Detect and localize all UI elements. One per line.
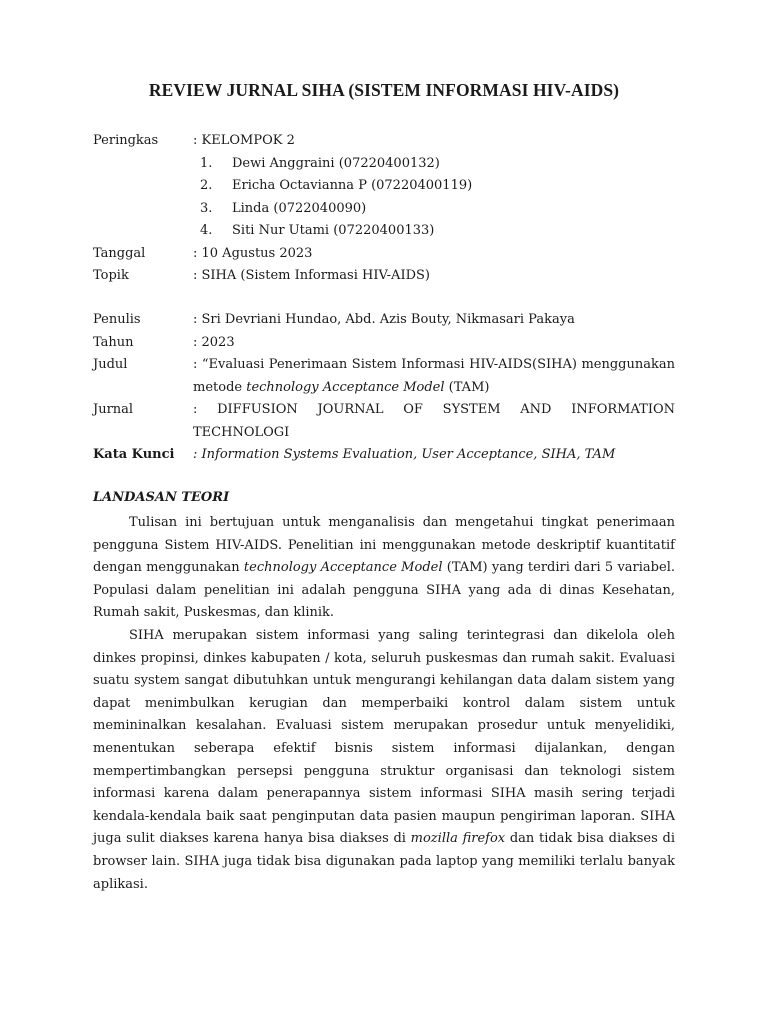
- member-number: 4.: [200, 223, 213, 238]
- metadata-block-2: [93, 309, 675, 467]
- judul-label: Judul: [93, 357, 128, 372]
- kata-kunci-row: [93, 444, 675, 467]
- member-number: 2.: [200, 178, 213, 193]
- jurnal-line-1: : DIFFUSION JOURNAL OF SYSTEM AND INFORMATION: [193, 402, 675, 417]
- member-item: [93, 153, 675, 176]
- penulis-label: Penulis: [93, 312, 141, 327]
- paragraph-2: [93, 625, 675, 896]
- member-name: Siti Nur Utami (07220400133): [232, 223, 435, 238]
- paragraph-1: [93, 512, 675, 625]
- judul-italic-text: technology Acceptance Model: [246, 379, 445, 395]
- member-number: 3.: [200, 200, 213, 216]
- topik-value: : SIHA (Sistem Informasi HIV-AIDS): [193, 268, 430, 283]
- topik-row: [93, 265, 675, 288]
- jurnal-line-2: TECHNOLOGI: [193, 424, 290, 440]
- jurnal-label: Jurnal: [93, 402, 134, 417]
- judul-line-1: : “Evaluasi Penerimaan Sistem Informasi HIV-AIDS(SIHA) menggunakan: [193, 357, 675, 372]
- tanggal-label: Tanggal: [93, 245, 146, 261]
- member-name: Dewi Anggraini (07220400132): [232, 155, 440, 171]
- paragraph-2-text: SIHA merupakan sistem informasi yang saling terintegrasi dan dikelola oleh dinkes propinsi, dinkes kabupaten / kota, seluruh puskesmas dan rumah sakit. Evaluasi suatu system sangat dibutuhkan untuk mengurangi kehilangan data dalam sistem yang dapat menimbulkan kerugian dan memperbaiki kontrol dalam sistem untuk memininalkan kesalahan. Evaluasi sistem merupakan prosedur untuk menyelidiki, menentukan seberapa efektif bisnis sistem informasi dijalankan, dengan mempertimbangkan persepsi pengguna struktur organisasi dan teknologi sistem informasi karena dalam penerapannya sistem informasi SIHA masih sering terjadi kendala-kendala baik saat penginputan data pasien maupun pengiriman laporan. SIHA juga sulit diakses karena hanya bisa diakses di: [93, 627, 675, 847]
- member-item: [93, 220, 675, 243]
- penulis-row: [93, 309, 675, 332]
- tahun-value: : 2023: [193, 334, 235, 350]
- tahun-row: [93, 332, 675, 355]
- jurnal-row: [93, 399, 675, 444]
- paragraph-1-italic: technology Acceptance Model: [243, 560, 443, 576]
- paragraph-2-text-end: dan tidak bisa diakses di browser lain. SIHA juga tidak bisa digunakan pada laptop yang memiliki terlalu banyak aplikasi.: [93, 831, 675, 892]
- peringkas-row: [93, 130, 675, 153]
- tanggal-value: : 10 Agustus 2023: [193, 245, 313, 261]
- judul-text: metode: [193, 379, 247, 395]
- peringkas-value: : KELOMPOK 2: [193, 133, 295, 148]
- body-text: [93, 512, 675, 896]
- paragraph-2-italic: mozilla firefox: [410, 831, 506, 847]
- judul-value: [193, 354, 675, 399]
- section-heading: LANDASAN TEORI: [93, 490, 230, 505]
- tahun-label: Tahun: [93, 334, 134, 350]
- judul-text-end: (TAM): [444, 379, 490, 395]
- penulis-value: : Sri Devriani Hundao, Abd. Azis Bouty, Nikmasari Pakaya: [193, 312, 575, 327]
- peringkas-label: Peringkas: [93, 133, 159, 148]
- document-title: REVIEW JURNAL SIHA (SISTEM INFORMASI HIV-AIDS): [148, 80, 620, 100]
- member-name: Linda (0722040090): [232, 200, 367, 216]
- topik-label: Topik: [93, 268, 129, 283]
- member-item: [93, 198, 675, 221]
- member-item: [93, 175, 675, 198]
- jurnal-value: [193, 399, 675, 444]
- judul-line-2: [193, 377, 675, 400]
- kata-kunci-label: Kata Kunci: [93, 447, 175, 462]
- tanggal-row: [93, 243, 675, 266]
- paragraph-1-text: Tulisan ini bertujuan untuk menganalisis dan mengetahui tingkat penerimaan pengguna Sistem HIV-AIDS. Penelitian ini menggunakan metode deskriptif kuantitatif dengan menggunakan: [93, 515, 675, 576]
- kata-kunci-value: : Information Systems Evaluation, User Acceptance, SIHA, TAM: [193, 447, 616, 462]
- member-name: Ericha Octavianna P (07220400119): [232, 178, 473, 193]
- paragraph-1-text-end: (TAM) yang terdiri dari 5 variabel. Populasi dalam penelitian ini adalah pengguna SIHA yang ada di dinas Kesehatan, Rumah sakit, Puskesmas, dan klinik.: [93, 560, 675, 621]
- member-number: 1.: [200, 155, 213, 171]
- judul-row: [93, 354, 675, 399]
- metadata-block: [93, 130, 675, 288]
